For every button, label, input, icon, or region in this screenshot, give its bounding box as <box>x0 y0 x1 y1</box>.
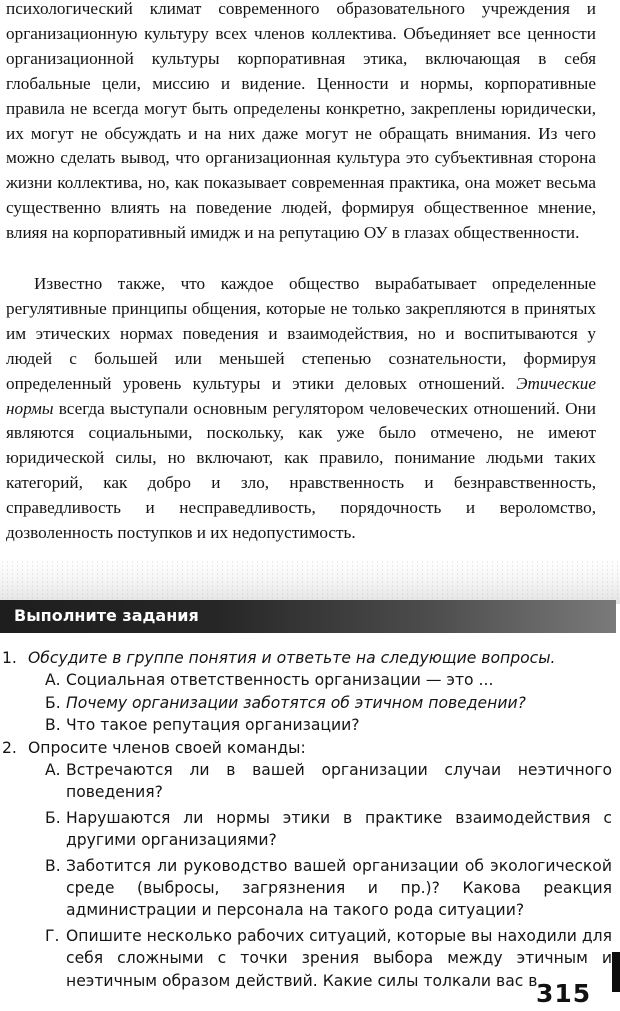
subitem-letter: В. <box>45 716 61 735</box>
subitem-text: Встречаются ли в вашей организации случаи неэтичного поведения? <box>66 761 612 802</box>
body-paragraph-1: психологический климат современного образовательного учреждения и организационную культуру всех членов коллектива. Объединяет все ценности организационной культуры корпоративная этика, включающая в себя глобальные цели, миссию и видение. Ценности и нормы, корпоративные правила не всегда могут быть определены конкретно, закреплены юридически, их могут не обсуждать и на них даже могут не обращать внимания. Из чего можно сделать вывод, что организационная культура это субъективная сторона жизни коллектива, но, как показывает современная практика, она может весьма существенно влиять на поведение людей, формируя общественное мнение, влияя на корпоративный имидж и на репутацию ОУ в глазах общественности. <box>6 0 596 243</box>
task-subitem <box>0 759 612 804</box>
subitem-text: Почему организации заботятся об этичном поведении? <box>66 693 526 712</box>
task-text: Опросите членов своей команды: <box>28 738 306 757</box>
task-list <box>0 647 612 992</box>
ethical-norms-term: Этические нормы <box>6 373 596 418</box>
subitem-letter: А. <box>45 761 61 780</box>
task-item <box>0 737 612 759</box>
subitem-letter: А. <box>45 671 61 690</box>
subitem-letter: Б. <box>45 693 61 712</box>
paragraph-2-tail: всегда выступали основным регулятором человеческих отношений. Они являются социальными, поскольку, как уже было отмечено, не имеют юридической силы, но включают, как правило, понимание людьми таких категорий, как добро и зло, нравственность и безнравственность, справедливость и несправедливость, порядочность и вероломство, дозволенность поступков и их недопустимость. <box>6 398 596 543</box>
paragraph-2-lead: Известно также, что каждое общество вырабатывает определенные регулятивные принципы общения, которые не только закрепляются в принятых им этических нормах поведения и взаимодействия, но и воспитываются у людей с большей или меньшей степенью сознательности, формируя определенный уровень культуры и этики деловых отношений. <box>6 274 596 393</box>
subitem-text: Заботится ли руководство вашей организации об экологической среде (выбросы, загрязнения и пр.)? Какова реакция администрации и персонала на такого рода ситуации? <box>66 856 612 920</box>
task-item <box>0 647 612 669</box>
subitem-text: Социальная ответственность организации — это ... <box>66 671 494 690</box>
page-number: 315 <box>536 979 592 1008</box>
task-section-header <box>0 600 616 633</box>
subitem-text: Нарушаются ли нормы этики в практике взаимодействия с другими организациями? <box>66 808 612 850</box>
task-number: 2. <box>2 738 17 757</box>
task-subitem <box>0 692 612 714</box>
page-edge-marker <box>612 952 620 992</box>
task-number: 1. <box>2 649 17 667</box>
task-subitem <box>0 925 612 992</box>
task-subitem <box>0 855 612 922</box>
section-divider-grain <box>0 560 620 604</box>
body-paragraph-2 <box>6 272 596 546</box>
subitem-letter: В. <box>45 856 61 875</box>
task-subitem <box>0 807 612 852</box>
task-subitem <box>0 714 612 736</box>
task-section-title: Выполните задания <box>14 606 199 625</box>
subitem-letter: Б. <box>45 808 61 827</box>
task-text: Обсудите в группе понятия и ответьте на следующие вопросы. <box>28 649 556 667</box>
subitem-text: Опишите несколько рабочих ситуаций, которые вы находили для себя сложными с точки зрения выбора между этичным и неэтичным образом действий. Какие силы толкали вас в <box>66 926 612 990</box>
subitem-letter: Г. <box>45 926 60 945</box>
subitem-text: Что такое репутация организации? <box>66 716 360 735</box>
task-subitem <box>0 669 612 691</box>
